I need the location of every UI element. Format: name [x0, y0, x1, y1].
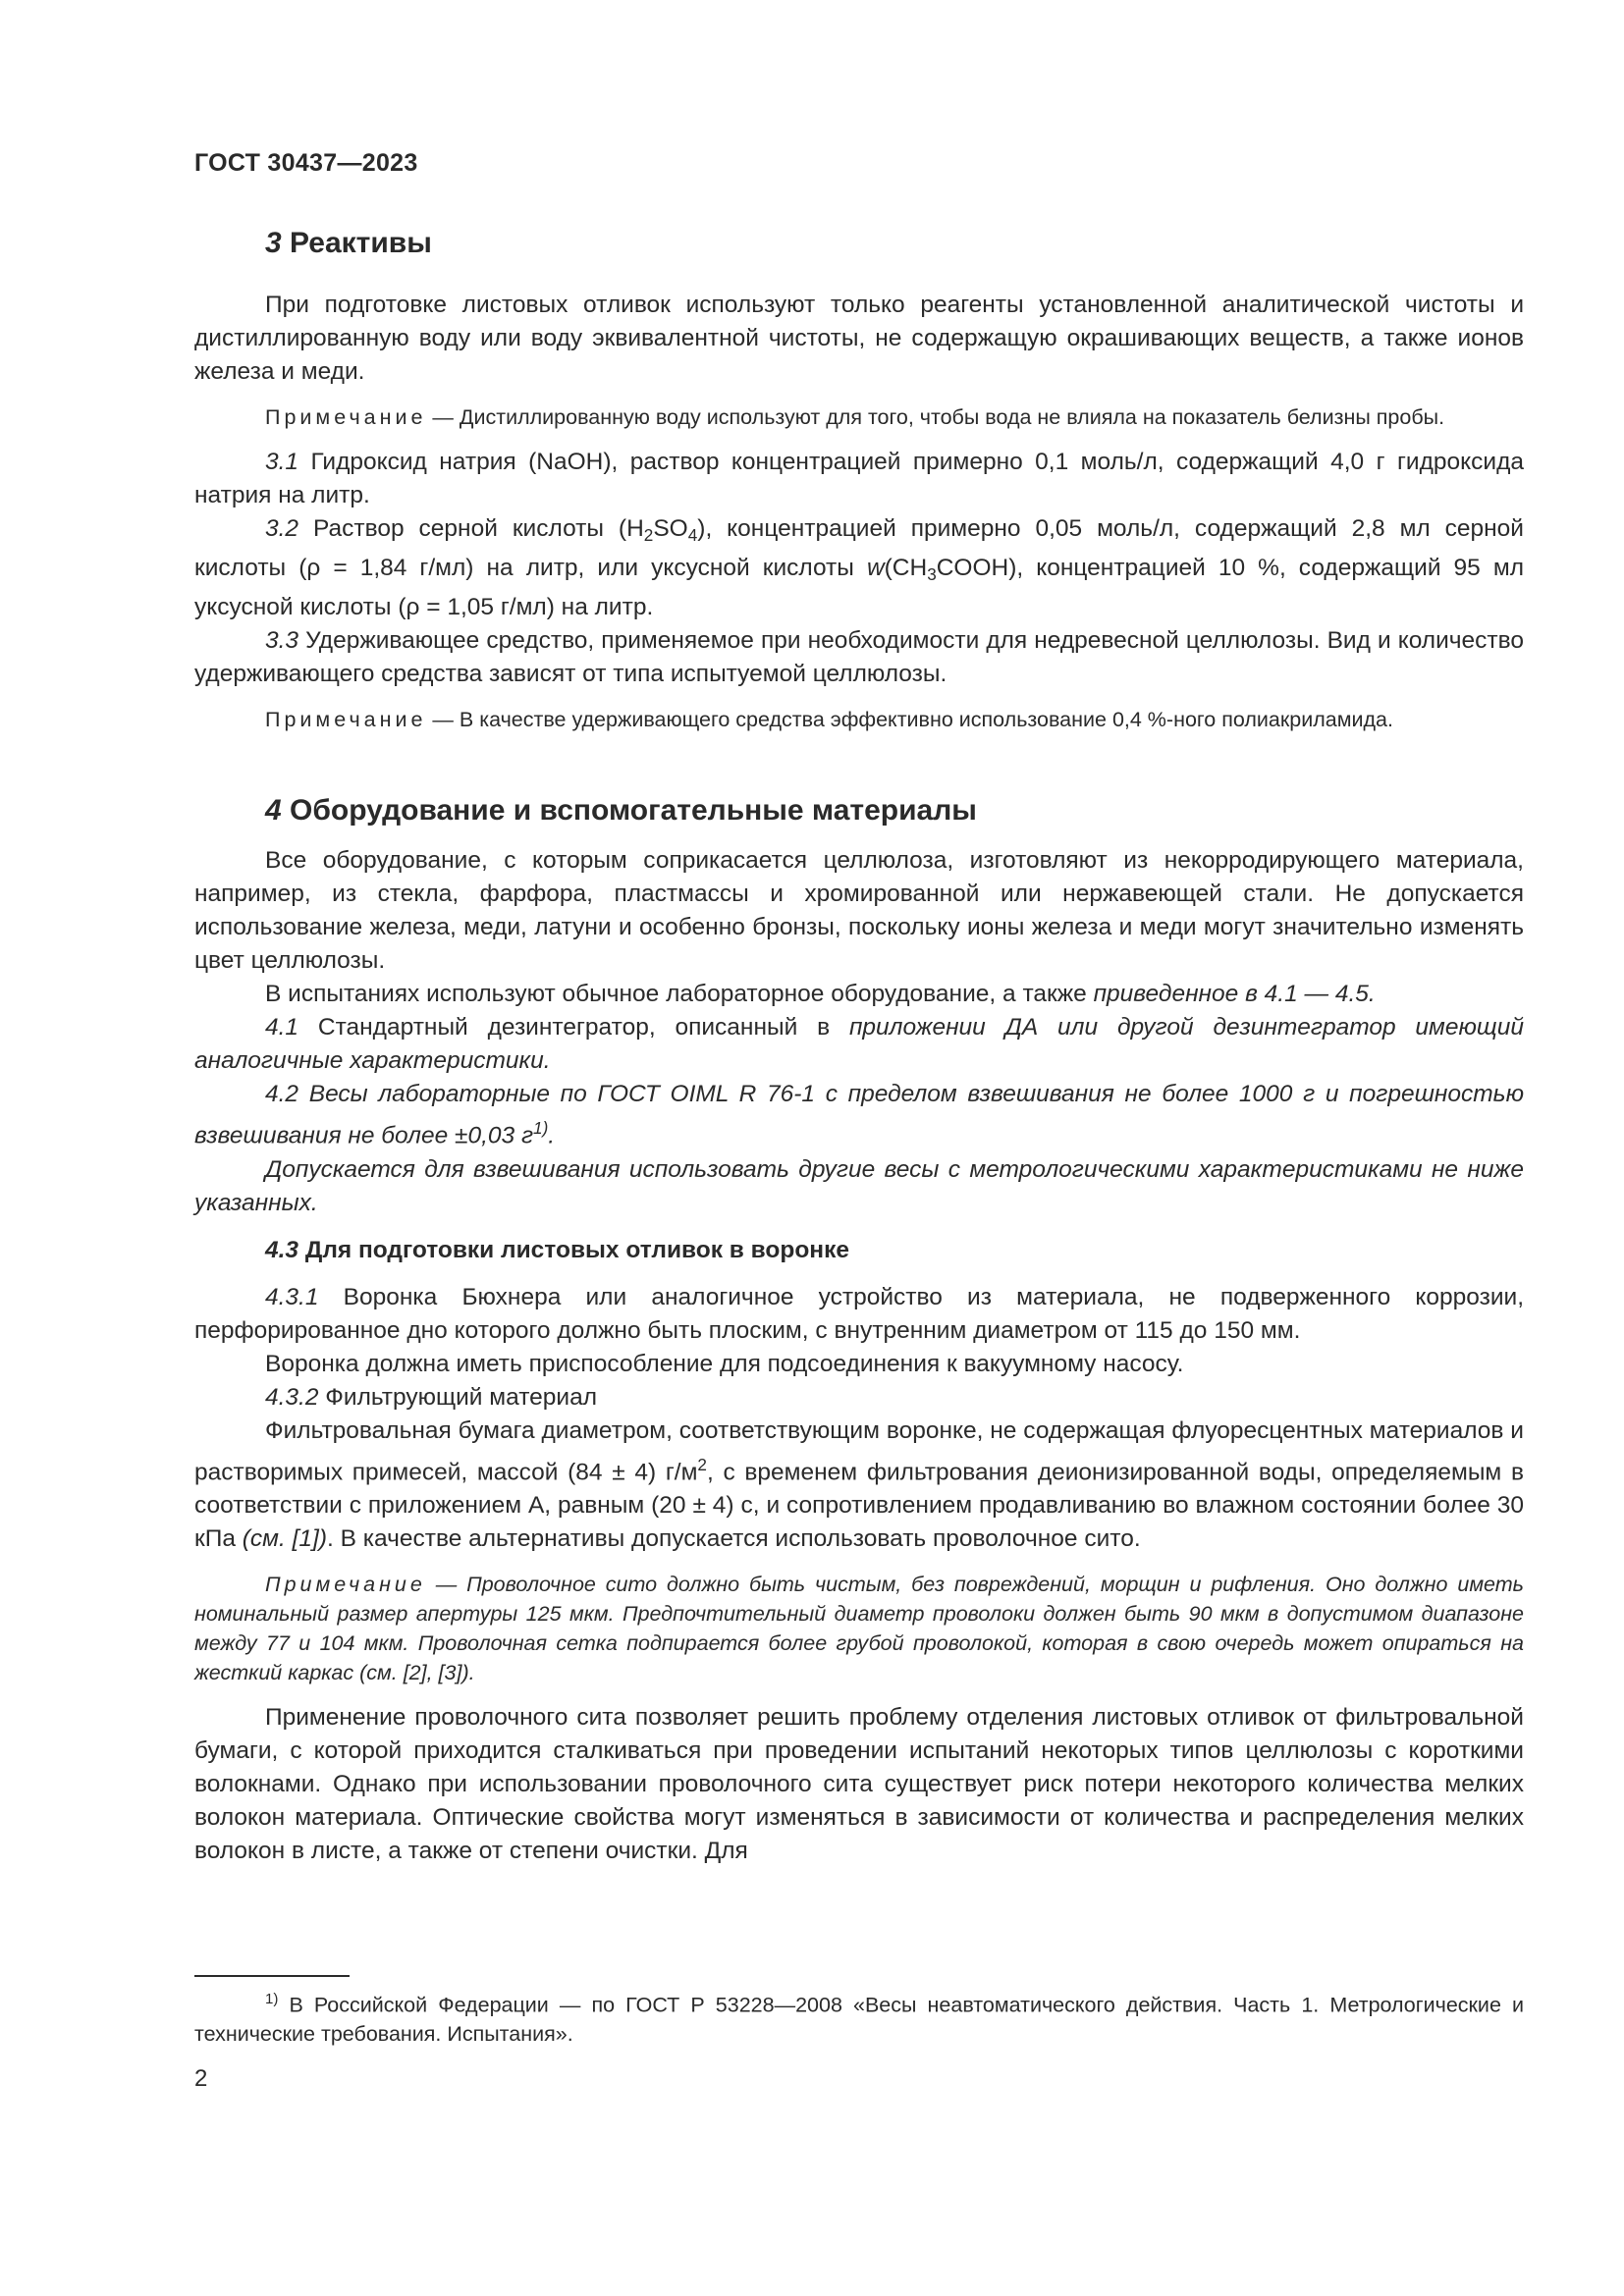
item-number: 3.1 — [265, 449, 299, 475]
paragraph-text: В испытаниях используют обычное лабораторное оборудование, а также — [265, 981, 1094, 1008]
item-reference: приложении ДА или другой дезинтегратор имеющий аналогичные характеристики. — [194, 1014, 1524, 1075]
subsection-4-3-heading — [265, 1234, 1524, 1267]
subscript: 2 — [643, 525, 654, 546]
item-text: (CH — [884, 555, 928, 582]
section-4-number: 4 — [265, 794, 282, 828]
section-4-heading — [265, 791, 1524, 830]
section-3-number: 3 — [265, 227, 282, 259]
item-text: COOH), концентрацией 10 %, содержащий 95 мл уксусной кислоты (ρ = 1,05 г/мл) на литр. — [194, 555, 1524, 621]
item-text: SO — [653, 515, 688, 542]
subsection-4-3-number: 4.3 — [265, 1236, 299, 1263]
paragraph-text: . В качестве альтернативы допускается использовать проволочное сито. — [326, 1525, 1141, 1553]
section-3-note-1 — [194, 402, 1524, 432]
footnote-marker: 1) — [533, 1118, 549, 1139]
item-text: Удерживающее средство, применяемое при необходимости для недревесной целлюлозы. Вид и количество удерживающего средства зависят от типа испытуемой целлюлозы. — [194, 627, 1524, 688]
item-4-1 — [194, 1011, 1524, 1078]
section-3-note-2 — [194, 705, 1524, 734]
item-number: 3.2 — [265, 515, 299, 542]
item-4-2 — [194, 1078, 1524, 1152]
section-3-heading — [265, 224, 1524, 263]
item-text: Раствор серной кислоты (H — [298, 515, 644, 542]
note-label: Примечание — [265, 708, 427, 732]
section-4-title: Оборудование и вспомогательные материалы — [281, 794, 977, 828]
item-3-1 — [194, 446, 1524, 512]
section-4-paragraph-2 — [194, 978, 1524, 1011]
section-4-paragraph-4: Воронка должна иметь приспособление для подсоединения к вакуумному насосу. — [265, 1350, 1184, 1377]
subscript: 3 — [927, 564, 937, 585]
subsection-4-3-title: Для подготовки листовых отливок в воронке — [298, 1236, 849, 1263]
note-text: — Проволочное сито должно быть чистым, без повреждений, морщин и рифления. Оно должно иметь номинальный размер апертуры 125 мкм. Предпочтительный диаметр проволоки должен быть 90 мкм в допустимом диапазоне между 77 и 104 мкм. Проволочная сетка подпирается более грубой проволокой, которая в свою очередь может опираться на жесткий каркас (см. [2], [3]). — [194, 1573, 1524, 1685]
section-4-paragraph-3: Допускается для взвешивания использовать другие весы с метрологическими характеристиками не ниже указанных. — [194, 1155, 1524, 1216]
item-number: 4.3.2 — [265, 1383, 319, 1411]
section-4-paragraph-6: Применение проволочного сита позволяет решить проблему отделения листовых отливок от фильтровальной бумаги, с которой приходится сталкиваться при проведении испытаний некоторых типов целлюлозы с короткими волокнами. Однако при использовании проволочного сита существует риск потери некоторого количества мелких волокон материала. Оптические свойства могут изменяться в зависимости от количества и распределения мелких волокон в листе, а также от степени очистки. Для — [194, 1704, 1524, 1865]
footnote-separator — [194, 1975, 350, 1977]
page-number: 2 — [194, 2065, 208, 2092]
note-text: — В качестве удерживающего средства эффективно использование 0,4 %-ного полиакриламида. — [426, 708, 1393, 732]
section-3-title: Реактивы — [281, 227, 432, 259]
mass-fraction-symbol: w — [866, 555, 885, 582]
item-text: ), концентрацией примерно 0,05 моль/л, содержащий 2,8 мл серной кислоты (ρ = 1,84 г/мл) на литр, или уксусной кислоты — [194, 515, 1524, 582]
item-text: Гидроксид натрия (NaOH), раствор концентрацией примерно 0,1 моль/л, содержащий 4,0 г гидроксида натрия на литр. — [194, 449, 1524, 508]
item-text: . — [548, 1122, 556, 1149]
superscript: 2 — [697, 1454, 707, 1474]
section-3-intro: При подготовке листовых отливок используют только реагенты установленной аналитической чистоты и дистиллированную воду или воду эквивалентной чистоты, не содержащую окрашивающих веществ, а также ионов железа и меди. — [194, 292, 1524, 385]
section-4-paragraph-5 — [194, 1415, 1524, 1556]
paragraph-text: Фильтровальная бумага диаметром, соответствующим воронке, не содержащая флуоресцентных материалов и растворимых примесей, массой (84 ± 4) г/м — [194, 1416, 1524, 1486]
document-header: ГОСТ 30437—2023 — [194, 149, 418, 177]
item-4-3-1 — [194, 1281, 1524, 1348]
note-label: Примечание — [265, 1573, 426, 1597]
footnote-text: В Российской Федерации — по ГОСТ Р 53228—2008 «Весы неавтоматического действия. Часть 1. Метрологические и технические требования. Испытания». — [194, 1993, 1524, 2047]
item-3-3 — [194, 624, 1524, 691]
paragraph-reference: приведенное в 4.1 — 4.5. — [1093, 981, 1376, 1008]
item-3-2 — [194, 512, 1524, 624]
citation-reference: (см. [1]) — [242, 1525, 327, 1553]
note-label: Примечание — [265, 405, 427, 429]
note-text: — Дистиллированную воду используют для того, чтобы вода не влияла на показатель белизны пробы. — [426, 405, 1445, 429]
section-4-intro: Все оборудование, с которым соприкасается целлюлоза, изготовляют из некорродирующего материала, например, из стекла, фарфора, пластмассы и хромированной или нержавеющей стали. Не допускается использование железа, меди, латуни и особенно бронзы, поскольку ионы железа и меди могут значительно изменять цвет целлюлозы. — [194, 847, 1524, 975]
footnote-marker: 1) — [265, 1991, 279, 2007]
item-number: 4.1 — [265, 1014, 299, 1041]
item-text: 4.2 Весы лабораторные по ГОСТ OIML R 76-1 с пределом взвешивания не более 1000 г и погрешностью взвешивания не более ±0,03 г — [194, 1081, 1524, 1149]
item-4-3-2 — [194, 1381, 1524, 1415]
paragraph-text: , с временем фильтрования деионизированной воды, определяемым в соответствии с приложением А, равным (20 ± 4) с, и сопротивлением продавливанию во влажном состоянии более 30 кПа — [194, 1459, 1524, 1553]
item-number: 3.3 — [265, 627, 299, 655]
item-number: 4.3.1 — [265, 1283, 319, 1310]
page-body — [194, 224, 1524, 1868]
section-4-note — [194, 1570, 1524, 1687]
item-text: Фильтрующий материал — [318, 1383, 598, 1411]
subscript: 4 — [687, 525, 698, 546]
item-text: Воронка Бюхнера или аналогичное устройство из материала, не подверженного коррозии, перфорированное дно которого должно быть плоским, с внутренним диаметром от 115 до 150 мм. — [194, 1283, 1524, 1344]
footnote — [194, 1985, 1524, 2049]
item-text: Стандартный дезинтегратор, описанный в — [298, 1014, 849, 1041]
